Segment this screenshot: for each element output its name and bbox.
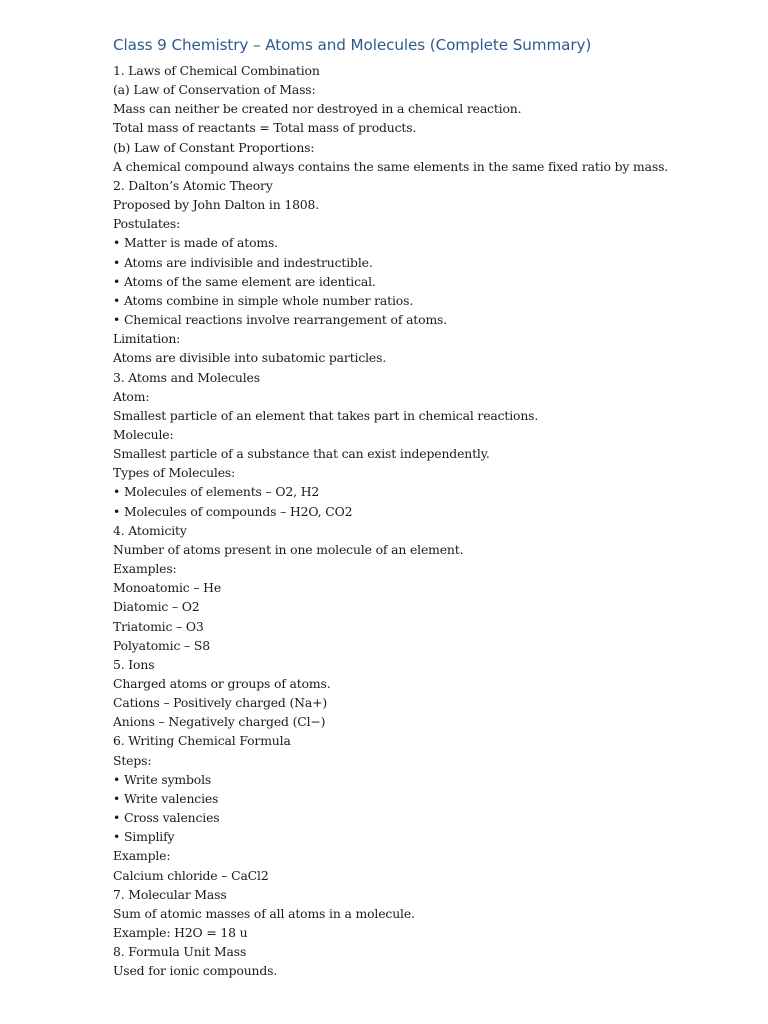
body-line: Atoms are divisible into subatomic particles. (113, 350, 387, 366)
body-line: • Cross valencies (113, 810, 220, 826)
body-line: Example: H2O = 18 u (113, 925, 248, 941)
body-line: Cations – Positively charged (Na+) (113, 695, 328, 711)
body-line: (a) Law of Conservation of Mass: (113, 82, 316, 98)
body-line: • Write valencies (113, 790, 219, 806)
body-line: Proposed by John Dalton in 1808. (113, 197, 320, 213)
body-line: Triatomic – O3 (113, 618, 204, 634)
body-line: 5. Ions (113, 656, 155, 672)
body-line: • Chemical reactions involve rearrangement of atoms. (113, 312, 448, 328)
body-line: • Atoms are indivisible and indestructible. (113, 254, 373, 270)
body-line: • Molecules of elements – O2, H2 (113, 484, 320, 500)
body-line: 3. Atoms and Molecules (113, 369, 260, 385)
body-line: 2. Dalton’s Atomic Theory (113, 177, 273, 193)
body-line: 7. Molecular Mass (113, 886, 227, 902)
body-line: • Molecules of compounds – H2O, CO2 (113, 503, 353, 519)
body-line: Example: (113, 848, 171, 864)
body-line: Diatomic – O2 (113, 599, 200, 615)
body-line: 8. Formula Unit Mass (113, 944, 247, 960)
body-line: Examples: (113, 561, 177, 577)
body-line: • Matter is made of atoms. (113, 235, 279, 251)
body-line: 6. Writing Chemical Formula (113, 733, 291, 749)
document-body (113, 61, 668, 981)
body-line: Sum of atomic masses of all atoms in a molecule. (113, 905, 415, 921)
body-line: Monoatomic – He (113, 580, 222, 596)
body-line: Smallest particle of a substance that can exist independently. (113, 446, 490, 462)
body-line: Steps: (113, 752, 152, 768)
body-line: • Atoms combine in simple whole number ratios. (113, 292, 414, 308)
body-line: Atom: (113, 388, 150, 404)
body-line: Charged atoms or groups of atoms. (113, 676, 331, 691)
body-line: Limitation: (113, 331, 181, 347)
body-line: • Atoms of the same element are identical. (113, 273, 376, 289)
body-line: Smallest particle of an element that takes part in chemical reactions. (113, 407, 539, 423)
body-line: Postulates: (113, 216, 181, 232)
body-line: Polyatomic – S8 (113, 637, 210, 653)
body-line: Number of atoms present in one molecule of an element. (113, 541, 464, 557)
body-line: • Write symbols (113, 771, 212, 787)
body-line: Molecule: (113, 426, 174, 442)
body-line: Types of Molecules: (113, 465, 236, 481)
body-line: Calcium chloride – CaCl2 (113, 867, 269, 883)
body-line: A chemical compound always contains the same elements in the same fixed ratio by mass. (113, 158, 669, 174)
body-line: Used for ionic compounds. (113, 963, 278, 979)
body-line: Mass can neither be created nor destroyed in a chemical reaction. (113, 101, 522, 117)
body-line: Anions – Negatively charged (Cl−) (113, 714, 326, 730)
body-line: • Simplify (113, 829, 175, 845)
body-line: Total mass of reactants = Total mass of products. (113, 120, 417, 136)
document-title: Class 9 Chemistry – Atoms and Molecules (Complete Summary) (113, 36, 592, 54)
body-line: 1. Laws of Chemical Combination (113, 63, 320, 78)
body-line: (b) Law of Constant Proportions: (113, 139, 315, 155)
body-line: 4. Atomicity (113, 522, 187, 538)
